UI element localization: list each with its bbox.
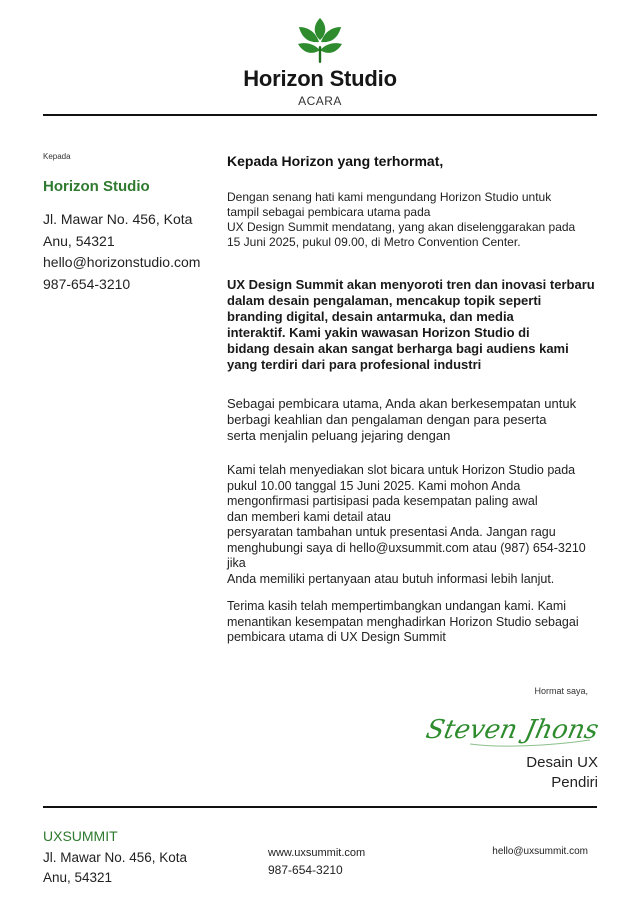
letter-paragraph-2: UX Design Summit akan menyoroti tren dan inovasi terbaru dalam desain pengalaman, mencakup topik seperti branding digital, desain antarmuka, dan media interaktif. Kami yakin wawasan Horizon Studio di bidang desain akan sangat berharga bagi audiens kami yang terdiri dari para profesional industri <box>227 277 595 372</box>
letter-paragraph-3: Sebagai pembicara utama, Anda akan berkesempatan untuk berbagi keahlian dan pengalaman dengan para peserta serta menjalin peluang jejaring dengan <box>227 396 577 443</box>
letter-closing: Hormat saya, <box>534 686 588 696</box>
svg-text:Steven Jhons: Steven Jhons <box>423 715 602 745</box>
header-divider <box>43 114 597 116</box>
brand-tagline: ACARA <box>298 94 342 108</box>
recipient-email: hello@horizonstudio.com <box>43 254 201 270</box>
letter-paragraph-1: Dengan senang hati kami mengundang Horizon Studio untuk tampil sebagai pembicara utama pada UX Design Summit mendatang, yang akan diselenggarakan pada 15 Juni 2025, pukul 09.00, di Metro Convention Center. <box>227 190 576 249</box>
recipient-label: Kepada <box>43 152 71 161</box>
signer-title-2: Pendiri <box>551 774 598 791</box>
recipient-address: Jl. Mawar No. 456, Kota Anu, 54321 <box>43 211 193 249</box>
letter-paragraph-4: Kami telah menyediakan slot bicara untuk Horizon Studio pada pukul 10.00 tanggal 15 Juni 2025. Kami mohon Anda mengonfirmasi partisipasi pada kesempatan paling awal dan memberi kami detail atau persyaratan tambahan untuk presentasi Anda. Jangan ragu menghubungi saya di hello@uxsummit.com atau (987) 654-3210 jika Anda memiliki pertanyaan atau butuh informasi lebih lanjut. <box>227 463 586 586</box>
letter-greeting: Kepada Horizon yang terhormat, <box>227 153 444 169</box>
leaf-sprout-icon <box>296 16 344 64</box>
recipient-name: Horizon Studio <box>43 178 150 195</box>
brand-name: Horizon Studio <box>243 66 397 91</box>
footer-email-link[interactable]: hello@uxsummit.com <box>492 846 588 857</box>
recipient-phone: 987-654-3210 <box>43 276 131 292</box>
footer-website-link[interactable]: www.uxsummit.com <box>268 847 366 859</box>
letter-paragraph-5: Terima kasih telah mempertimbangkan undangan kami. Kami menantikan kesempatan menghadirkan Horizon Studio sebagai pembicara utama di UX Design Summit <box>227 599 579 644</box>
footer-brand: UXSUMMIT <box>43 828 118 844</box>
handwritten-signature <box>423 702 602 750</box>
footer-phone: 987-654-3210 <box>268 863 343 877</box>
footer-divider <box>43 806 597 808</box>
footer-address: Jl. Mawar No. 456, Kota Anu, 54321 <box>43 850 188 885</box>
signer-title-1: Desain UX <box>526 754 598 771</box>
